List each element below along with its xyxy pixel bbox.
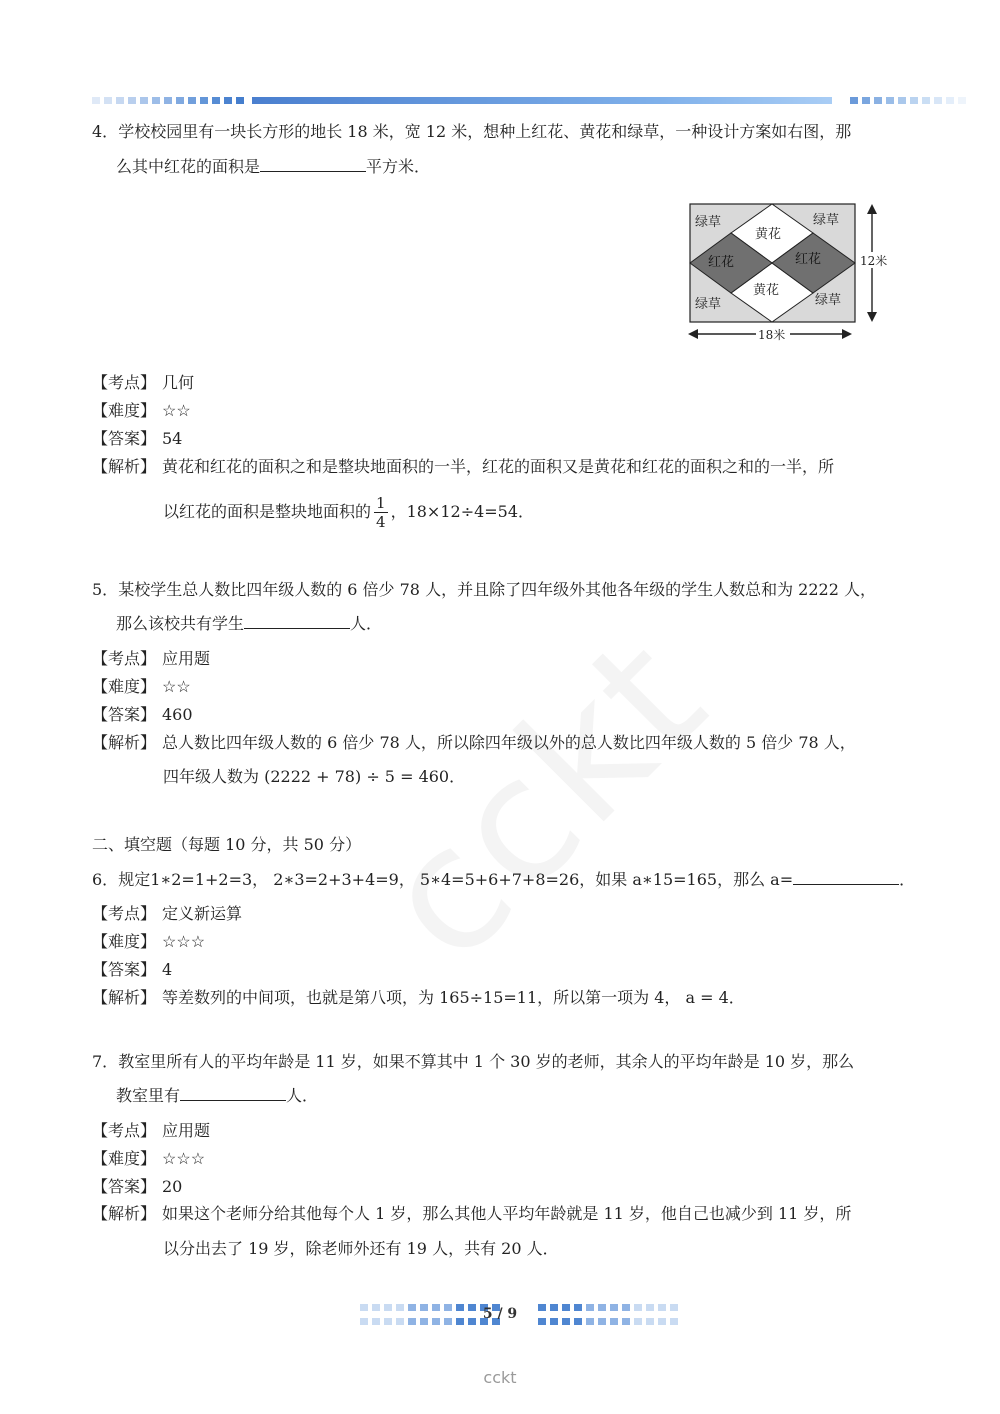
problem-text: 规定1∗2=1+2=3， 2∗3=2+3+4=9， 5∗4=5+6+7+8=26，如果 a∗15=165，那么 a=: [118, 870, 794, 889]
header-dot: [116, 97, 124, 104]
meta-row: [92, 703, 193, 727]
meta-value: 54: [162, 429, 183, 448]
header-dot: [934, 97, 942, 104]
header-dot: [874, 97, 882, 104]
problem-text: 学校校园里有一块长方形的地长 18 米，宽 12 米，想种上红花、黄花和绿草，一种设计方案如右图，那: [118, 122, 852, 141]
meta-value: 应用题: [162, 649, 211, 668]
meta-row: [92, 902, 242, 926]
label-green-tl: 绿草: [695, 215, 722, 230]
solution-row: [92, 986, 745, 1010]
label-yellow-top: 黄花: [755, 227, 782, 242]
problem-4-line1: [92, 120, 851, 144]
problem-5-line2: [116, 612, 382, 636]
footer-watermark: cckt: [483, 1368, 517, 1387]
meta-value: ☆☆: [162, 401, 191, 420]
meta-tag: 【考点】: [92, 373, 157, 392]
header-dot: [946, 97, 954, 104]
header-dot: [92, 97, 100, 104]
arrowhead-icon: [688, 329, 698, 339]
meta-row: [92, 399, 191, 423]
problem-text: 么其中红花的面积是: [116, 157, 261, 176]
header-dot: [200, 97, 208, 104]
header-dot: [910, 97, 918, 104]
problem-text: 人．: [350, 614, 383, 633]
meta-tag: 【考点】: [92, 649, 157, 668]
header-dot: [212, 97, 220, 104]
problem-7-line2: [116, 1084, 318, 1108]
section-heading: 二、填空题（每题 10 分，共 50 分）: [92, 835, 362, 854]
answer-blank[interactable]: [260, 155, 366, 172]
label-red-left: 红花: [708, 255, 735, 270]
meta-tag: 【考点】: [92, 1121, 157, 1140]
meta-value: 460: [162, 705, 193, 724]
meta-row: [92, 1175, 182, 1199]
problem-4-line2: [116, 155, 430, 179]
header-dot: [236, 97, 244, 104]
problem-text: 某校学生总人数比四年级人数的 6 倍少 78 人，并且除了四年级外其他各年级的学生人数总和为 2222 人，: [118, 580, 876, 599]
solution-row: [163, 494, 534, 531]
meta-tag: 【答案】: [92, 429, 157, 448]
meta-value: 4: [162, 960, 173, 979]
header-dot: [176, 97, 184, 104]
arrowhead-icon: [842, 329, 852, 339]
meta-value: 几何: [162, 373, 195, 392]
problem-text: ．: [899, 870, 916, 889]
label-green-bl: 绿草: [695, 297, 722, 312]
meta-tag: 【难度】: [92, 1149, 157, 1168]
meta-value: ☆☆: [162, 677, 191, 696]
meta-row: [92, 675, 191, 699]
solution-row: [92, 731, 856, 755]
fraction-denominator: 4: [376, 513, 386, 531]
solution-text: 总人数比四年级人数的 6 倍少 78 人，所以除四年级以外的总人数比四年级人数的 5 倍少 78 人，: [162, 733, 856, 752]
header-dot: [188, 97, 196, 104]
fraction: [374, 494, 388, 531]
meta-tag: 【解析】: [92, 733, 157, 752]
answer-blank[interactable]: [793, 868, 899, 885]
header-dot: [128, 97, 136, 104]
meta-row: [92, 1119, 210, 1143]
header-dot: [886, 97, 894, 104]
meta-row: [92, 930, 205, 954]
garden-diagram: [680, 196, 900, 346]
header-dot: [922, 97, 930, 104]
problem-6-line1: [92, 868, 915, 892]
fraction-numerator: 1: [376, 494, 386, 512]
meta-row: [92, 1147, 205, 1171]
meta-tag: 【难度】: [92, 401, 157, 420]
meta-row: [92, 958, 172, 982]
solution-text: 如果这个老师分给其他每个人 1 岁，那么其他人平均年龄就是 11 岁，他自己也减少到 11 岁，所: [162, 1204, 852, 1223]
width-label: 18米: [758, 328, 786, 342]
problem-text: 教室里有: [116, 1086, 181, 1105]
header-dot: [140, 97, 148, 104]
header-dot: [850, 97, 858, 104]
solution-row: [163, 765, 465, 789]
meta-row: [92, 647, 210, 671]
meta-value: ☆☆☆: [162, 932, 206, 951]
solution-row: [92, 455, 834, 479]
solution-text: 黄花和红花的面积之和是整块地面积的一半，红花的面积又是黄花和红花的面积之和的一半，所: [162, 457, 835, 476]
header-dot: [104, 97, 112, 104]
height-label: 12米: [860, 254, 888, 268]
header-dot: [958, 97, 966, 104]
problem-number: 5．: [92, 580, 119, 599]
meta-tag: 【解析】: [92, 1204, 157, 1223]
solution-text: 等差数列的中间项，也就是第八项，为 165÷15=11，所以第一项为 4， a = 4．: [162, 988, 745, 1007]
problem-number: 4．: [92, 122, 119, 141]
page-number: 5 / 9: [482, 1306, 518, 1322]
solution-text: ，18×12÷4=54．: [390, 502, 535, 521]
label-green-tr: 绿草: [813, 213, 840, 228]
watermark: [344, 599, 744, 999]
solution-text: 以分出去了 19 岁，除老师外还有 19 人，共有 20 人．: [163, 1239, 559, 1258]
problem-number: 7．: [92, 1052, 119, 1071]
meta-tag: 【答案】: [92, 1177, 157, 1196]
answer-blank[interactable]: [180, 1084, 286, 1101]
problem-text: 那么该校共有学生: [116, 614, 245, 633]
solution-text: 以红花的面积是整块地面积的: [163, 502, 372, 521]
solution-row: [92, 1202, 851, 1226]
meta-value: ☆☆☆: [162, 1149, 206, 1168]
header-dot: [164, 97, 172, 104]
problem-text: 人．: [286, 1086, 319, 1105]
header-dot: [898, 97, 906, 104]
answer-blank[interactable]: [244, 612, 350, 629]
meta-value: 定义新运算: [162, 904, 243, 923]
meta-row: [92, 427, 182, 451]
header-dot: [152, 97, 160, 104]
meta-tag: 【解析】: [92, 457, 157, 476]
meta-value: 20: [162, 1177, 183, 1196]
problem-5-line1: [92, 578, 876, 602]
problem-text: 教室里所有人的平均年龄是 11 岁，如果不算其中 1 个 30 岁的老师，其余人的平均年龄是 10 岁，那么: [118, 1052, 855, 1071]
solution-text: 四年级人数为 (2222 + 78) ÷ 5 = 460．: [163, 767, 466, 786]
meta-tag: 【考点】: [92, 904, 157, 923]
problem-number: 6．: [92, 870, 119, 889]
label-green-br: 绿草: [815, 293, 842, 308]
arrowhead-icon: [867, 312, 877, 322]
problem-7-line1: [92, 1050, 854, 1074]
meta-tag: 【难度】: [92, 932, 157, 951]
header-dot: [224, 97, 232, 104]
meta-tag: 【难度】: [92, 677, 157, 696]
solution-row: [163, 1237, 559, 1261]
meta-value: 应用题: [162, 1121, 211, 1140]
meta-row: [92, 371, 194, 395]
meta-tag: 【答案】: [92, 705, 157, 724]
header-bar: [252, 97, 832, 104]
arrowhead-icon: [867, 204, 877, 214]
label-red-right: 红花: [795, 252, 822, 267]
problem-text: 平方米．: [366, 157, 431, 176]
meta-tag: 【解析】: [92, 988, 157, 1007]
header-dot: [862, 97, 870, 104]
label-yellow-bottom: 黄花: [753, 283, 780, 298]
meta-tag: 【答案】: [92, 960, 157, 979]
